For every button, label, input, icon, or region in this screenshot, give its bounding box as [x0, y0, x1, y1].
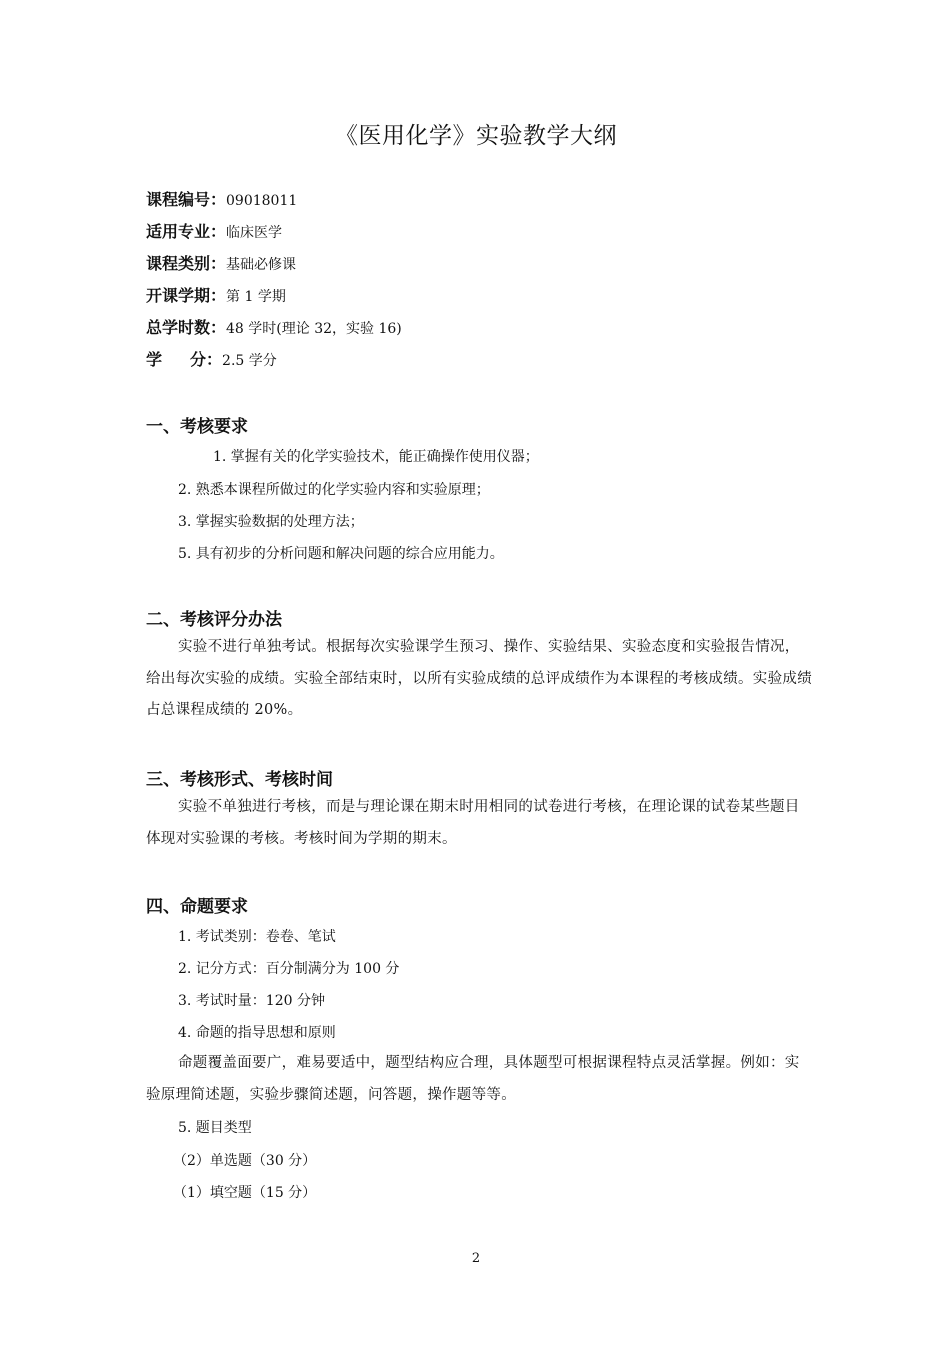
- hours-label: 总学时数：: [146, 318, 227, 337]
- credits-value: 2.5 学分: [222, 353, 277, 369]
- major-row: [146, 216, 402, 248]
- page-number: 2: [471, 1251, 481, 1266]
- section1-heading: 一、考核要求: [146, 417, 248, 437]
- section4-item-2: 2. 记分方式：百分制满分为 100 分: [178, 961, 400, 977]
- section1-item-4: 5. 具有初步的分析问题和解决问题的综合应用能力。: [178, 546, 504, 562]
- document-title: 《医用化学》实验教学大纲: [335, 123, 617, 149]
- hours-row: [146, 312, 402, 344]
- section1-item-2: 2. 熟悉本课程所做过的化学实验内容和实验原理；: [178, 482, 490, 498]
- category-row: [146, 248, 402, 280]
- section4-paragraph: 命题覆盖面要广，难易要适中，题型结构应合理，具体题型可根据课程特点灵活掌握。例如：实验原理简述题，实验步骤简述题，问答题，操作题等等。: [146, 1055, 800, 1103]
- term-value: 第 1 学期: [226, 289, 286, 305]
- section3-paragraph: 实验不单独进行考核，而是与理论课在期末时用相同的试卷进行考核，在理论课的试卷某些题目体现对实验课的考核。考核时间为学期的期末。: [146, 799, 800, 847]
- credits-label-a: 学: [146, 350, 191, 369]
- section2-heading: 二、考核评分办法: [146, 610, 282, 630]
- section2-paragraph: 实验不进行单独考试。根据每次实验课学生预习、操作、实验结果、实验态度和实验报告情况，给出每次实验的成绩。实验全部结束时，以所有实验成绩的总评成绩作为本课程的考核成绩。实验成绩占总课程成绩的 20%。: [146, 639, 812, 718]
- section4-subitem-2: （1）填空题（15 分）: [173, 1185, 317, 1201]
- section4-item-5: 5. 题目类型: [178, 1120, 252, 1136]
- hours-value: 48 学时(理论 32，实验 16): [226, 321, 402, 337]
- category-label: 课程类别：: [146, 254, 227, 273]
- term-row: [146, 280, 402, 312]
- course-code-label: 课程编号：: [146, 190, 227, 209]
- major-label: 适用专业：: [146, 222, 227, 241]
- section4-item-4: 4. 命题的指导思想和原则: [178, 1025, 336, 1041]
- section4-subitem-1: （2）单选题（30 分）: [173, 1153, 317, 1169]
- section3-heading: 三、考核形式、考核时间: [146, 770, 333, 790]
- section1-item-3: 3. 掌握实验数据的处理方法；: [178, 514, 364, 530]
- category-value: 基础必修课: [226, 257, 297, 273]
- section4-item-1: 1. 考试类别：卷卷、笔试: [178, 929, 336, 945]
- term-label: 开课学期：: [146, 286, 227, 305]
- section4-item-3: 3. 考试时量：120 分钟: [178, 993, 325, 1009]
- section1-item-1: 1. 掌握有关的化学实验技术，能正确操作使用仪器；: [213, 449, 539, 465]
- course-info: [146, 184, 402, 376]
- section4-heading: 四、命题要求: [146, 897, 248, 917]
- course-code-value: 09018011: [226, 193, 298, 209]
- course-code-row: [146, 184, 402, 216]
- credits-label-b: 分：: [190, 350, 223, 369]
- credits-row: [146, 344, 402, 376]
- major-value: 临床医学: [226, 225, 283, 241]
